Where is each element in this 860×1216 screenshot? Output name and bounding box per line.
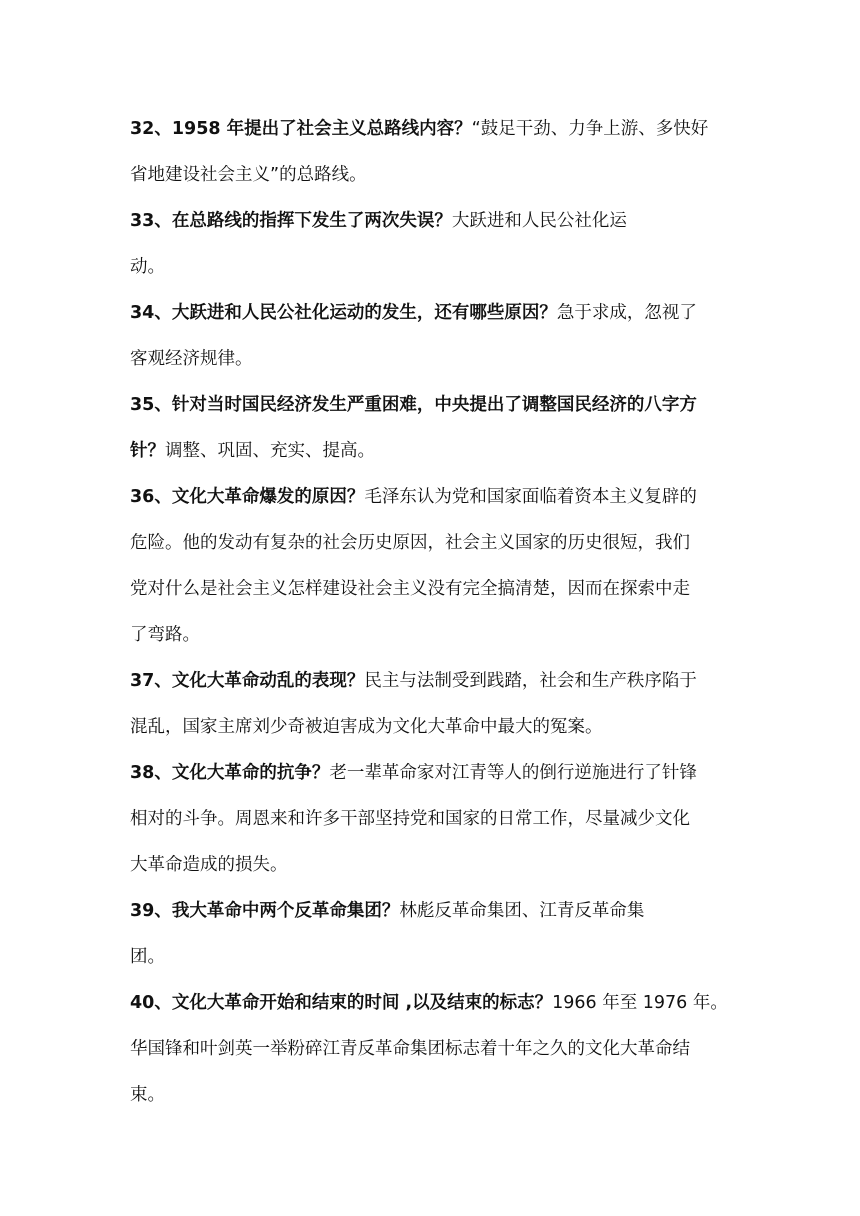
qa-item-33 — [130, 198, 740, 290]
qa-list — [130, 106, 740, 1118]
answer-text: 相对的斗争。周恩来和许多干部坚持党和国家的日常工作，尽量减少文化 — [130, 809, 690, 829]
qa-item-34 — [130, 290, 740, 382]
qa-line — [130, 658, 740, 704]
answer-text: 动。 — [130, 257, 165, 277]
qa-line — [130, 106, 740, 152]
answer-text: “鼓足干劲、力争上游、多快好 — [471, 119, 709, 139]
qa-item-35 — [130, 382, 740, 474]
answer-text: 毛泽东认为党和国家面临着资本主义复辟的 — [364, 487, 697, 507]
answer-text: 客观经济规律。 — [130, 349, 253, 369]
answer-text: 调整、巩固、充实、提高。 — [165, 441, 375, 461]
qa-line — [130, 750, 740, 796]
qa-item-39 — [130, 888, 740, 980]
answer-text: 混乱，国家主席刘少奇被迫害成为文化大革命中最大的冤案。 — [130, 717, 603, 737]
qa-item-40 — [130, 980, 740, 1118]
answer-text: 党对什么是社会主义怎样建设社会主义没有完全搞清楚，因而在探索中走 — [130, 579, 690, 599]
qa-line — [130, 198, 740, 244]
qa-item-38 — [130, 750, 740, 888]
answer-text: 大跃进和人民公社化运 — [451, 211, 627, 231]
question-text: 33、在总路线的指挥下发生了两次失误？ — [130, 211, 452, 231]
answer-text: 1966 年至 1976 年。 — [552, 993, 728, 1013]
answer-text: 林彪反革命集团、江青反革命集 — [399, 901, 645, 921]
qa-item-36 — [130, 474, 740, 658]
qa-line — [130, 980, 740, 1026]
qa-item-32 — [130, 106, 740, 198]
question-text: 38、文化大革命的抗争？ — [130, 763, 330, 783]
answer-text: 了弯路。 — [130, 625, 200, 645]
answer-text: 束。 — [130, 1085, 165, 1105]
question-text: 针？ — [130, 441, 165, 461]
answer-text: 急于求成，忽视了 — [556, 303, 697, 323]
qa-item-37 — [130, 658, 740, 750]
answer-text: 危险。他的发动有复杂的社会历史原因，社会主义国家的历史很短，我们 — [130, 533, 690, 553]
answer-text: 大革命造成的损失。 — [130, 855, 288, 875]
question-text: 34、大跃进和人民公社化运动的发生，还有哪些原因？ — [130, 303, 557, 323]
answer-text: 省地建设社会主义”的总路线。 — [130, 165, 367, 185]
question-text: 39、我大革命中两个反革命集团？ — [130, 901, 400, 921]
qa-line — [130, 428, 740, 474]
question-text: 40、文化大革命开始和结束的时间 ,以及结束的标志？ — [130, 993, 553, 1013]
question-text: 35、针对当时国民经济发生严重困难，中央提出了调整国民经济的八字方 — [130, 395, 697, 415]
question-text: 36、文化大革命爆发的原因？ — [130, 487, 365, 507]
question-text: 37、文化大革命动乱的表现？ — [130, 671, 365, 691]
answer-text: 老一辈革命家对江青等人的倒行逆施进行了针锋 — [329, 763, 697, 783]
answer-text: 华国锋和叶剑英一举粉碎江青反革命集团标志着十年之久的文化大革命结 — [130, 1039, 690, 1059]
answer-text: 民主与法制受到践踏，社会和生产秩序陷于 — [364, 671, 697, 691]
question-text: 32、1958 年提出了社会主义总路线内容？ — [130, 119, 472, 139]
qa-line — [130, 888, 740, 934]
answer-text: 团。 — [130, 947, 165, 967]
qa-line — [130, 474, 740, 520]
qa-line — [130, 290, 740, 336]
